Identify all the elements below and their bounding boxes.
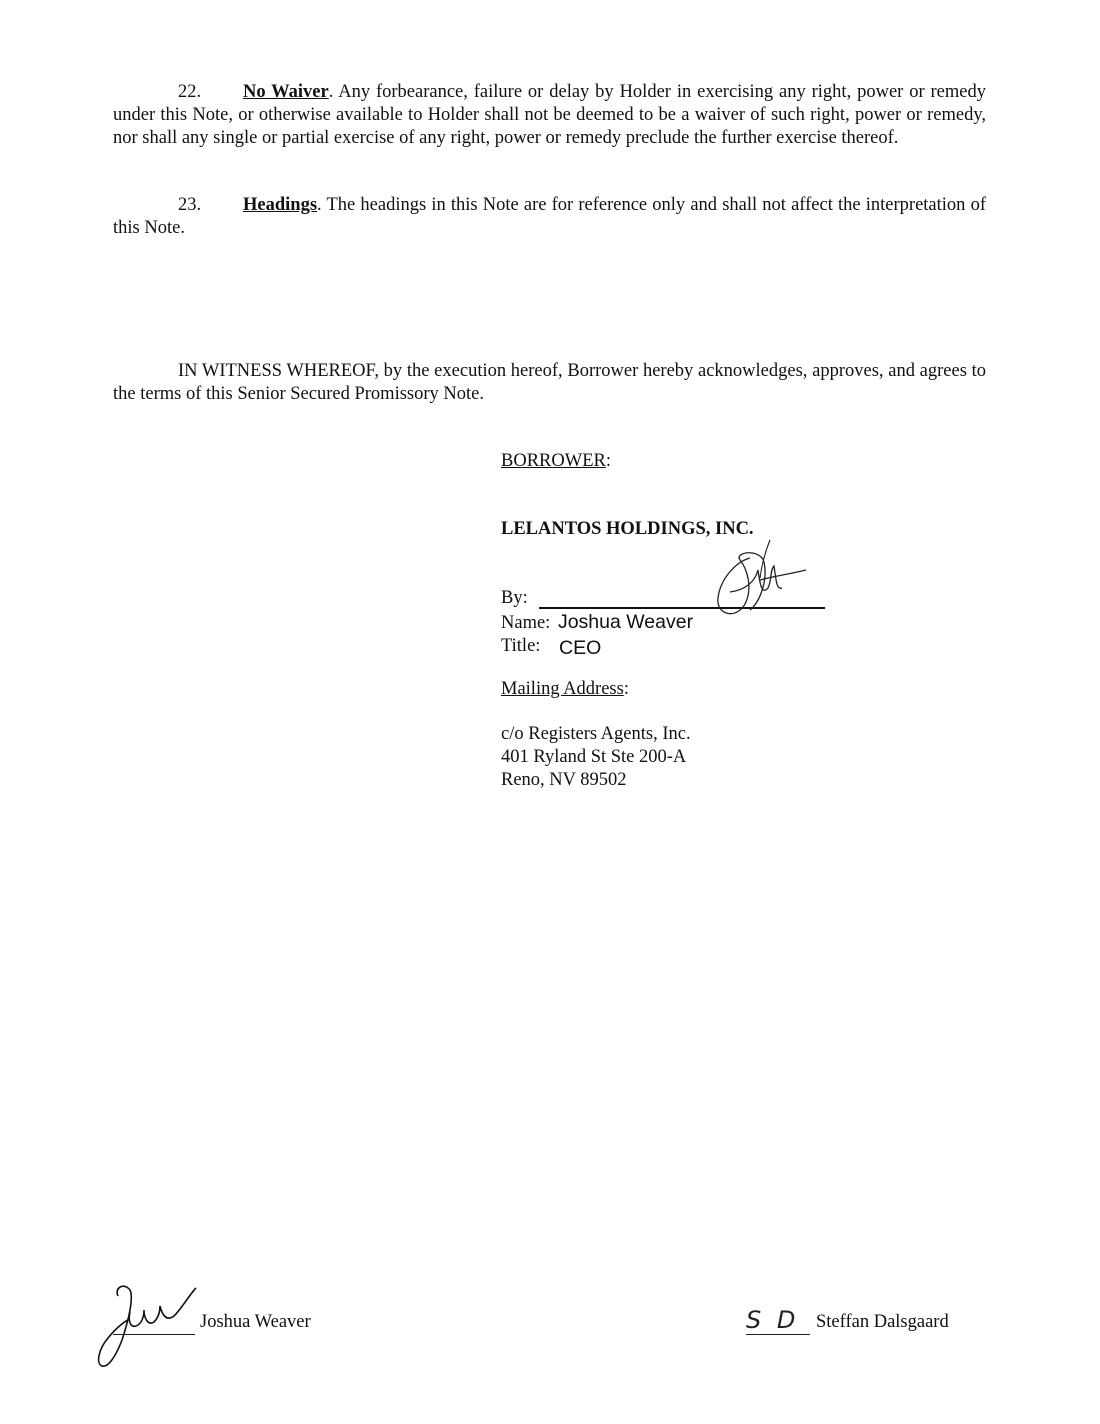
mailing-address-label-text: Mailing Address: [501, 679, 624, 699]
borrower-label-colon: :: [605, 451, 611, 471]
initials-left-line: [113, 1334, 195, 1335]
borrower-label: [501, 451, 611, 472]
initials-left-signature: [94, 1282, 204, 1372]
section-23-text: . The headings in this Note are for reference only and shall not affect the interpretation of this Note.: [113, 195, 986, 238]
company-name: LELANTOS HOLDINGS, INC.: [501, 519, 754, 539]
section-23-number: 23.: [178, 195, 202, 215]
borrower-label-text: BORROWER: [501, 451, 606, 471]
title-value: CEO: [559, 637, 602, 659]
address-line-2: 401 Ryland St Ste 200-A: [501, 747, 687, 767]
section-23-heading: Headings: [243, 195, 318, 215]
title-row: [501, 634, 601, 657]
name-row: [501, 611, 693, 634]
initials-left-name: Joshua Weaver: [200, 1312, 311, 1332]
mailing-address-label-colon: :: [623, 679, 629, 699]
section-22-number: 22.: [178, 82, 202, 102]
section-22-text: . Any forbearance, failure or delay by Holder in exercising any right, power or remedy under this Note, or otherwise available to Holder shall not be deemed to be a waiver of such right, power or remedy, nor shall any single or partial exercise of any right, power or remedy preclude the further exercise thereof.: [113, 82, 986, 148]
initials-right-line: [746, 1334, 810, 1335]
address-line-3: Reno, NV 89502: [501, 770, 627, 790]
initials-right-name: Steffan Dalsgaard: [816, 1312, 949, 1332]
borrower-signature: [690, 540, 820, 625]
name-value: Joshua Weaver: [557, 611, 694, 633]
by-label: By:: [501, 588, 528, 608]
name-label: Name:: [501, 613, 551, 633]
address-line-1: c/o Registers Agents, Inc.: [501, 724, 691, 744]
mailing-address-label: [501, 679, 629, 700]
witness-paragraph: IN WITNESS WHEREOF, by the execution hereof, Borrower hereby acknowledges, approves, and agrees to the terms of this Senior Secured Promissory Note.: [113, 361, 986, 404]
title-label: Title:: [501, 636, 541, 656]
initials-right-mark: S D: [746, 1306, 800, 1334]
section-22-heading: No Waiver: [243, 82, 329, 102]
section-22: [113, 81, 986, 150]
section-23: [113, 194, 986, 240]
